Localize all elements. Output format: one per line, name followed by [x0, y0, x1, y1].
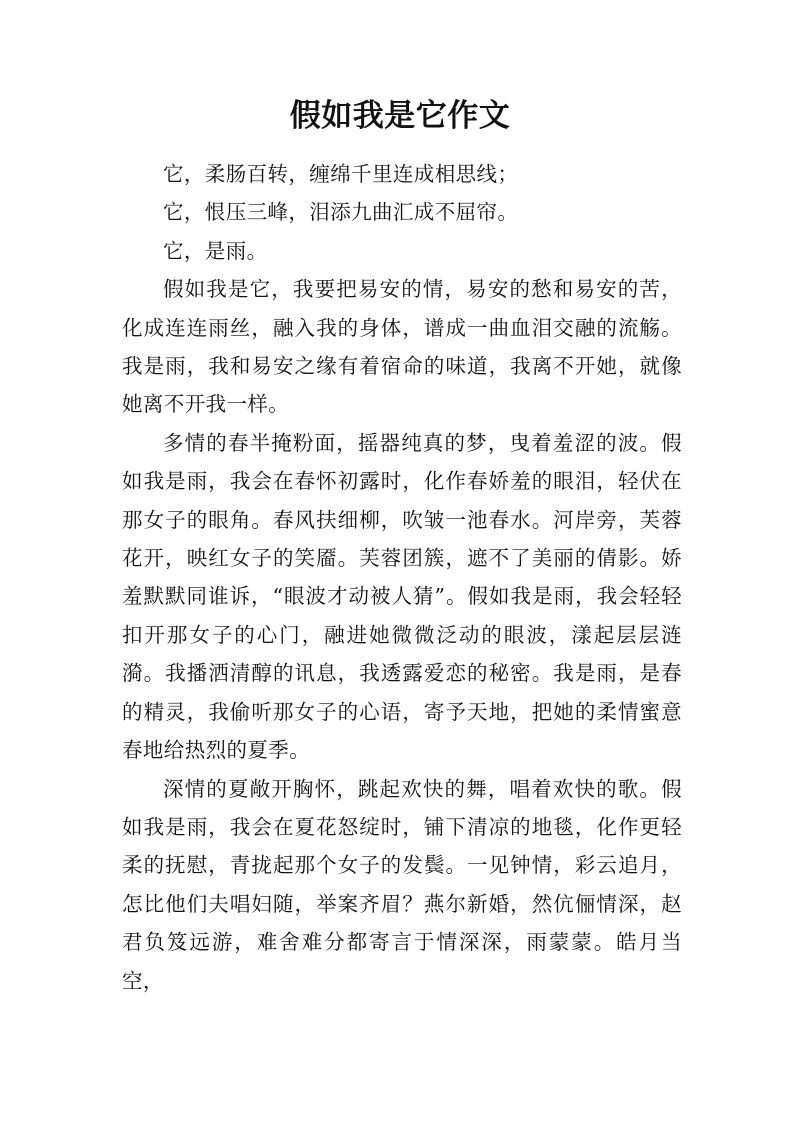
paragraph: 它，恨压三峰，泪添九曲汇成不屈帘。: [163, 200, 519, 225]
document-title: 假如我是它作文: [289, 98, 511, 134]
paragraph: 假如我是它，我要把易安的情，易安的愁和易安的苦，化成连连雨丝，融入我的身体，谱成一曲血泪交融的流觞。我是雨，我和易安之缘有着宿命的味道，我离不开她，就像她离不开我一样。: [122, 277, 682, 417]
paragraph: 深情的夏敞开胸怀，跳起欢快的舞，唱着欢快的歌。假如我是雨，我会在夏花怒绽时，铺下清凉的地毯，化作更轻柔的抚慰，青拢起那个女子的发鬓。一见钟情，彩云追月，怎比他们夫唱妇随，举案齐眉？燕尔新婚，然伉俪情深，赵君负笈远游，难舍难分都寄言于情深深，雨蒙蒙。皓月当空，: [122, 776, 682, 993]
paragraph: 它，柔肠百转，缠绵千里连成相思线；: [163, 162, 519, 186]
paragraph: 多情的春半掩粉面，摇器纯真的梦，曳着羞涩的波。假如我是雨，我会在春怀初露时，化作春娇羞的眼泪，轻伏在那女子的眼角。春风扶细柳，吹皱一池春水。河岸旁，芙蓉花开，映红女子的笑靥。芙蓉团簇，遮不了美丽的倩影。娇羞默默同谁诉，“眼波才动被人猜”。假如我是雨，我会轻轻扣开那女子的心门，融进她微微泛动的眼波，漾起层层涟漪。我播洒清醇的讯息，我透露爱恋的秘密。我是雨，是春的精灵，我偷听那女子的心语，寄予天地，把她的柔情蜜意春地给热烈的夏季。: [122, 430, 682, 763]
document-body: [122, 155, 682, 1000]
paragraph: 它，是雨。: [163, 238, 268, 263]
